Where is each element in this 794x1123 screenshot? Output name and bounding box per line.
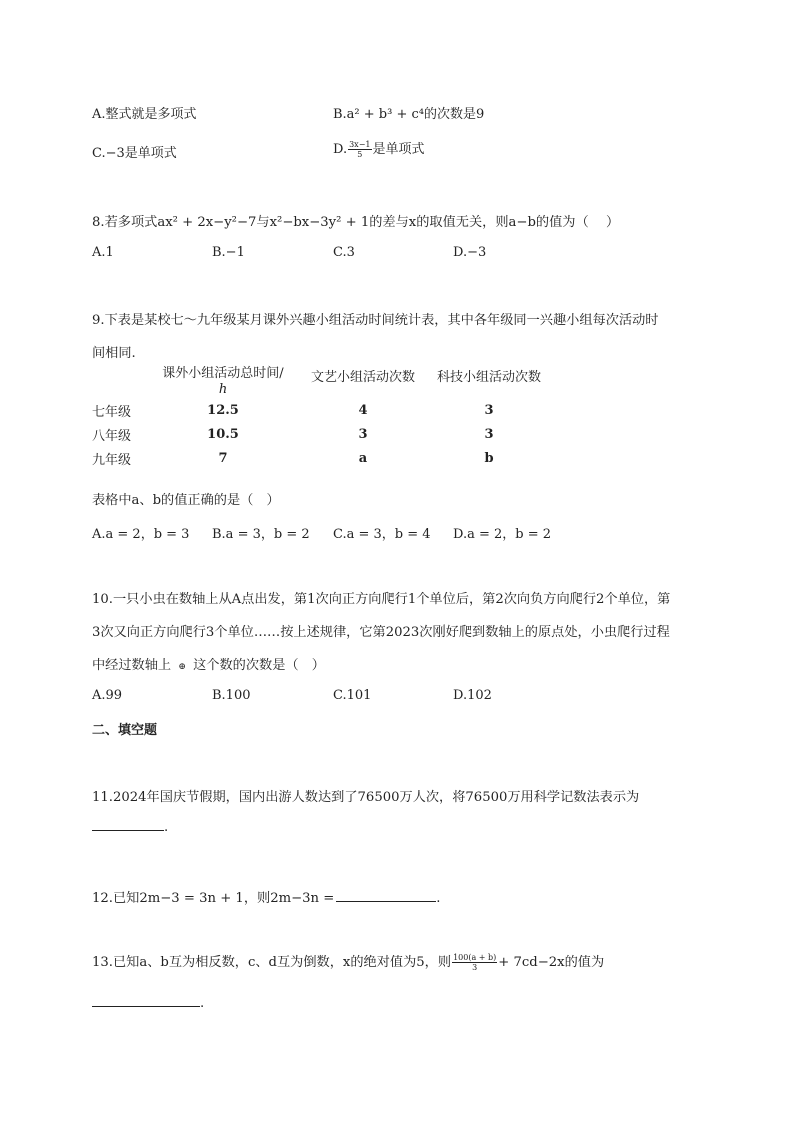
q7-option-b: B.a² + b³ + c⁴的次数是9 [333, 107, 485, 122]
q7-option-d-suffix: 是单项式 [372, 142, 425, 157]
q8-stem: 8.若多项式ax² + 2x−y²−7与x²−bx−3y² + 1的差与x的取值无关，则a−b的值为（ ） [92, 215, 620, 230]
q12-text: 12.已知2m−3 = 3n + 1，则2m−3n = [92, 891, 335, 906]
q13-answer-line [92, 992, 204, 1011]
q10-option-c: C.101 [333, 688, 372, 703]
q9-option-d: D.a = 2，b = 2 [453, 527, 552, 542]
table-header-unit: h [218, 382, 228, 397]
table-cell-grade: 七年级 [92, 404, 132, 420]
table-cell-grade: 九年级 [92, 452, 132, 468]
q13-text-line [92, 951, 604, 972]
table-row [92, 398, 552, 422]
q13-blank[interactable] [92, 992, 200, 1007]
q10-option-b: B.100 [212, 688, 251, 703]
q10-symbol: ⊕ [178, 662, 186, 672]
q7-option-d-fraction [348, 140, 371, 159]
table-cell: 3 [484, 402, 494, 418]
table-row [92, 422, 552, 446]
table-cell: 12.5 [207, 402, 239, 418]
table-cell: 7 [218, 450, 228, 466]
table-cell: 4 [358, 402, 368, 418]
q13-fraction-denominator: 3 [472, 963, 478, 972]
q13-suffix: + 7cd−2x的值为 [498, 955, 605, 970]
table-row [92, 446, 552, 470]
q10-line3 [92, 654, 325, 673]
q7-option-d [333, 138, 425, 159]
q11-answer-line [92, 816, 168, 835]
section-title-fill-blank: 二、填空题 [92, 723, 158, 738]
q13-prefix: 13.已知a、b互为相反数，c、d互为倒数，x的绝对值为5，则 [92, 955, 452, 970]
table-cell: 10.5 [207, 426, 239, 442]
q9-option-b: B.a = 3，b = 2 [212, 527, 310, 542]
table-cell: b [484, 450, 494, 466]
q9-stem-line1: 9.下表是某校七～九年级某月课外兴趣小组活动时间统计表，其中各年级同一兴趣小组每次活动时 [92, 313, 659, 328]
q9-question: 表格中a、b的值正确的是（ ） [92, 493, 280, 508]
q11-period: . [164, 820, 169, 835]
q8-option-d: D.−3 [453, 245, 487, 260]
q13-fraction [452, 953, 497, 972]
q10-line3-prefix: 中经过数轴上 [92, 658, 172, 673]
table-header-cell: 科技小组活动次数 [436, 370, 541, 385]
q7-option-d-denominator: 5 [357, 150, 363, 159]
q7-option-a: A.整式就是多项式 [92, 107, 197, 122]
q10-option-d: D.102 [453, 688, 492, 703]
q8-option-c: C.3 [333, 245, 355, 260]
table-cell: 3 [358, 426, 368, 442]
q7-option-c: C.−3是单项式 [92, 146, 177, 161]
q10-line3-suffix: 这个数的次数是（ ） [193, 658, 325, 673]
q11-text: 11.2024年国庆节假期，国内出游人数达到了76500万人次，将76500万用科学记数法表示为 [92, 790, 640, 805]
q10-line1: 10.一只小虫在数轴上从A点出发，第1次向正方向爬行1个单位后，第2次向负方向爬行2个单位，第 [92, 592, 671, 607]
q8-option-b: B.−1 [212, 245, 245, 260]
q8-option-a: A.1 [92, 245, 114, 260]
table-header-cell: 文艺小组活动次数 [310, 370, 415, 385]
table-cell-grade: 八年级 [92, 428, 132, 444]
table-cell: a [358, 450, 368, 466]
q13-period: . [200, 996, 205, 1011]
q9-stem-line2: 间相同. [92, 346, 136, 361]
q9-option-a: A.a = 2，b = 3 [92, 527, 190, 542]
table-header-cell [92, 366, 146, 398]
q12-text-line [92, 887, 440, 906]
q7-option-d-prefix: D. [333, 142, 348, 157]
q12-period: . [436, 891, 441, 906]
q12-blank[interactable] [336, 887, 436, 902]
q9-option-c: C.a = 3，b = 4 [333, 527, 431, 542]
q10-line2: 3次又向正方向爬行3个单位……按上述规律，它第2023次刚好爬到数轴上的原点处，小虫爬行过程 [92, 625, 670, 640]
q13-fraction-numerator: 100(a + b) [453, 953, 497, 962]
table-header-cell [146, 366, 300, 398]
q11-blank[interactable] [92, 816, 164, 831]
table-cell: 3 [484, 426, 494, 442]
table-header-row [92, 366, 552, 398]
q7-option-d-numerator: 3x−1 [349, 140, 371, 149]
q10-option-a: A.99 [92, 688, 123, 703]
table-header-total-time: 课外小组活动总时间/ [162, 366, 284, 381]
q9-stats-table [92, 366, 552, 470]
